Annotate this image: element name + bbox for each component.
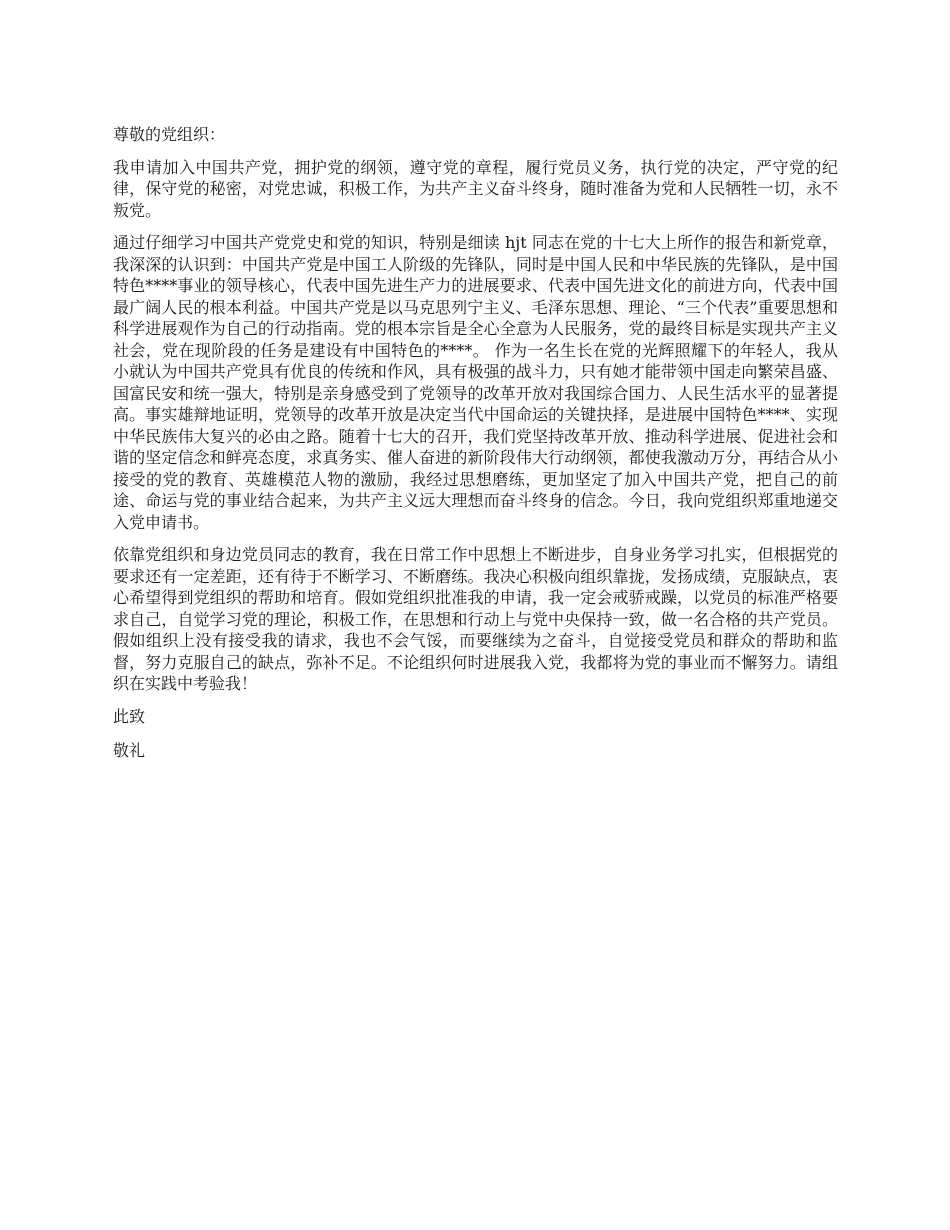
salutation: 尊敬的党组织：	[113, 125, 226, 144]
closing-jingli: 敬礼	[113, 741, 146, 760]
paragraph-commitment: 依靠党组织和身边党员同志的教育，我在日常工作中思想上不断进步，自身业务学习扎实，但根据党的要求还有一定差距，还有待于不断学习、不断磨练。我决心积极向组织靠拢，发扬成绩，克服缺点，衷心希望得到党组织的帮助和培育。假如党组织批准我的申请，我一定会戒骄戒躁，以党员的标准严格要求自己，自觉学习党的理论，积极工作，在思想和行动上与党中央保持一致，做一名合格的共产党员。假如组织上没有接受我的请求，我也不会气馁，而要继续为之奋斗，自觉接受党员和群众的帮助和监督，努力克服自己的缺点，弥补不足。不论组织何时进展我入党，我都将为党的事业而不懈努力。请组织在实践中考验我！	[113, 545, 838, 693]
letter-document	[113, 124, 838, 775]
paragraph-understanding: 通过仔细学习中国共产党党史和党的知识，特别是细读 hjt 同志在党的十七大上所作的报告和新党章，我深深的认识到：中国共产党是中国工人阶级的先锋队，同时是中国人民和中华民族的先锋队，是中国特色****事业的领导核心，代表中国先进生产力的进展要求、代表中国先进文化的前进方向，代表中国最广阔人民的根本利益。中国共产党是以马克思列宁主义、毛泽东思想、理论、“三个代表”重要思想和科学进展观作为自己的行动指南。党的根本宗旨是全心全意为人民服务，党的最终目标是实现共产主义社会，党在现阶段的任务是建设有中国特色的****。 作为一名生长在党的光辉照耀下的年轻人，我从小就认为中国共产党具有优良的传统和作风，具有极强的战斗力，只有她才能带领中国走向繁荣昌盛、国富民安和统一强大，特别是亲身感受到了党领导的改革开放对我国综合国力、人民生活水平的显著提高。事实雄辩地证明，党领导的改革开放是决定当代中国命运的关键抉择，是进展中国特色****、实现中华民族伟大复兴的必由之路。随着十七大的召开，我们党坚持改革开放、推动科学进展、促进社会和谐的坚定信念和鲜亮态度，求真务实、催人奋进的新阶段伟大行动纲领，都使我激动万分，再结合从小接受的党的教育、英雄模范人物的激励，我经过思想磨练，更加坚定了加入中国共产党，把自己的前途、命运与党的事业结合起来，为共产主义远大理想而奋斗终身的信念。今日，我向党组织郑重地递交入党申请书。	[113, 233, 838, 532]
paragraph-pledge: 我申请加入中国共产党，拥护党的纲领，遵守党的章程，履行党员义务，执行党的决定，严守党的纪律，保守党的秘密，对党忠诚，积极工作，为共产主义奋斗终身，随时准备为党和人民牺牲一切，永不叛党。	[113, 157, 838, 220]
closing-cizhi: 此致	[113, 706, 146, 726]
